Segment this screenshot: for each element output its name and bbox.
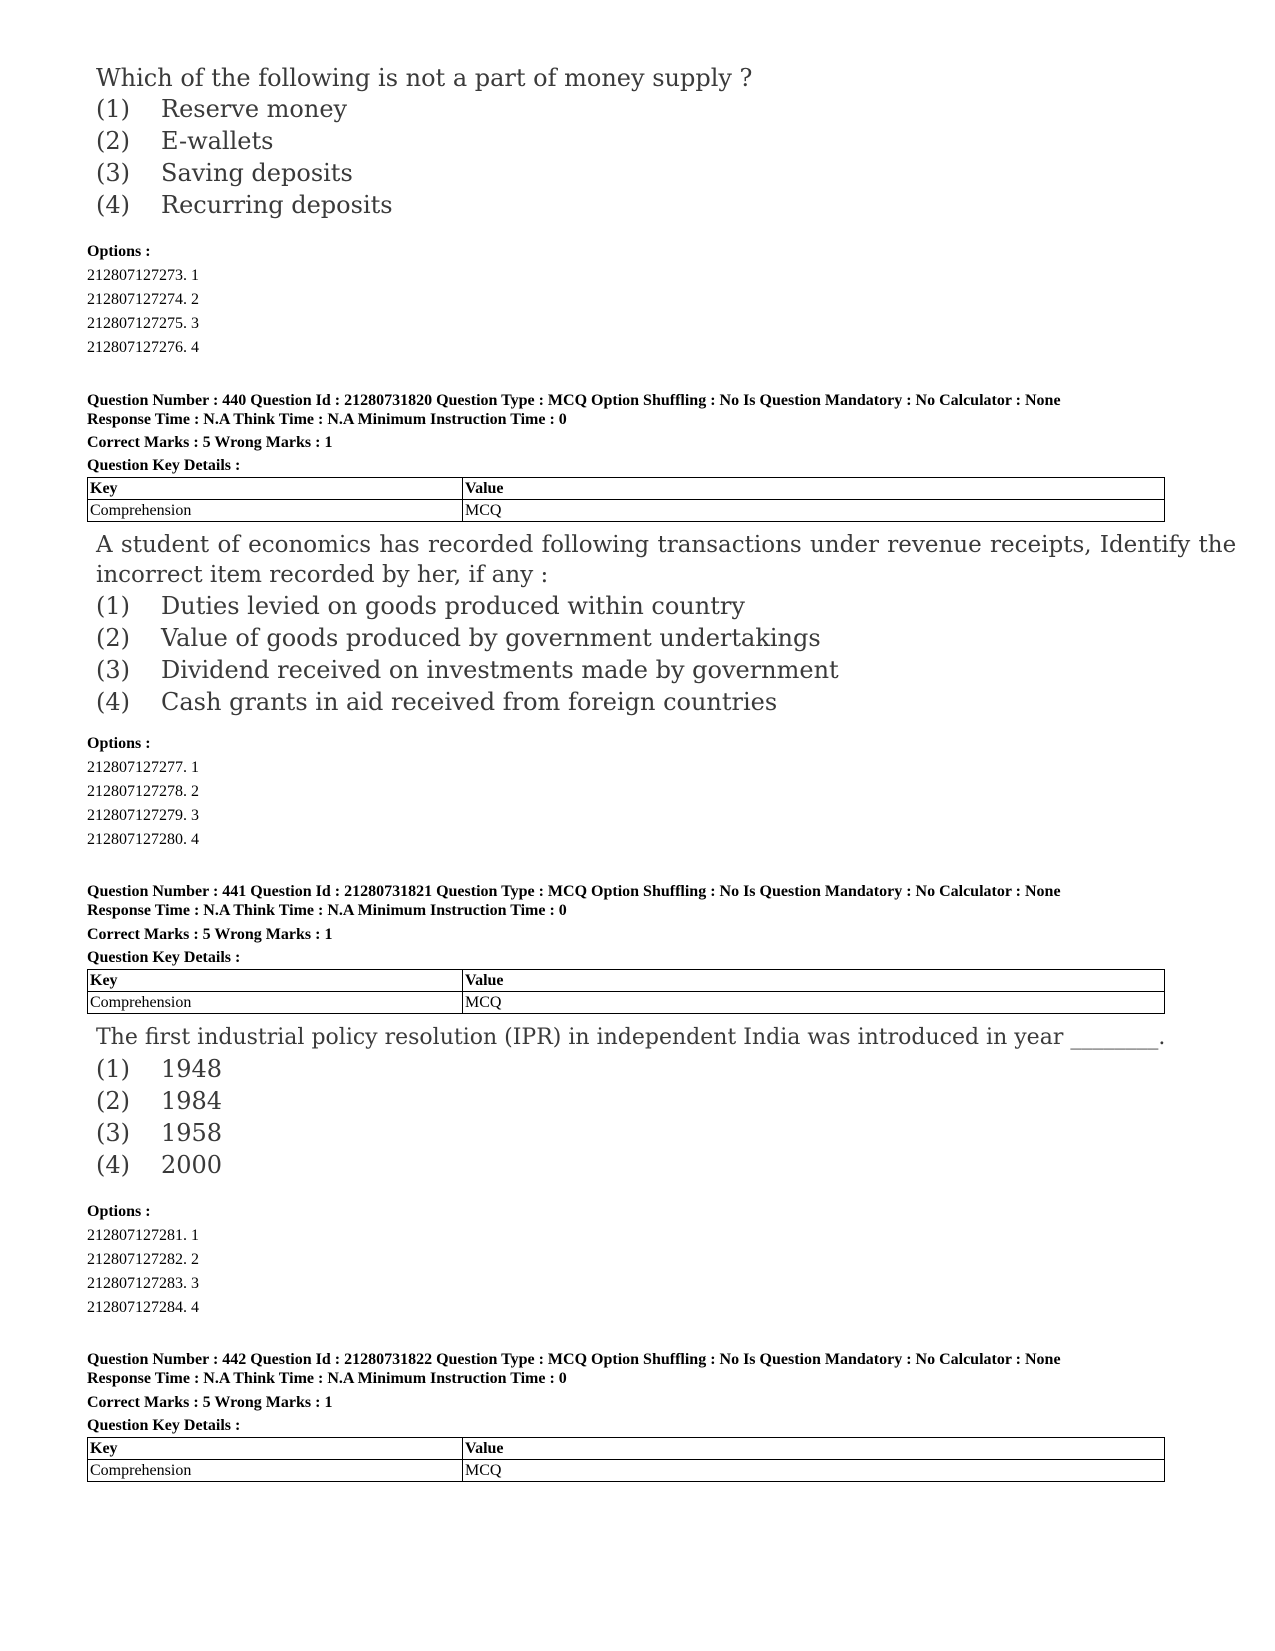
option-id: 212807127282. 2: [87, 1251, 199, 1268]
option-id: 212807127278. 2: [87, 783, 199, 800]
options-list: [87, 264, 199, 360]
table-cell-value: MCQ: [463, 992, 1165, 1014]
choice-item: (2) E-wallets: [96, 127, 274, 155]
table-header-key: Key: [88, 478, 463, 500]
option-id: 212807127274. 2: [87, 291, 199, 308]
key-details-label: Question Key Details :: [87, 949, 241, 966]
key-details-label: Question Key Details :: [87, 457, 241, 474]
table-cell-key: Comprehension: [88, 500, 463, 522]
option-id: 212807127281. 1: [87, 1227, 199, 1244]
marks-line: Correct Marks : 5 Wrong Marks : 1: [87, 1394, 333, 1411]
option-id: 212807127275. 3: [87, 315, 199, 332]
choice-item: (2) 1984: [96, 1087, 223, 1115]
key-details-table: [87, 477, 1165, 522]
table-cell-value: MCQ: [463, 1460, 1165, 1482]
options-label: Options :: [87, 1203, 151, 1220]
table-cell-value: MCQ: [463, 500, 1165, 522]
table-cell-key: Comprehension: [88, 1460, 463, 1482]
question-stem: The first industrial policy resolution (IPR) in independent India was introduced in year ________.: [96, 1025, 1166, 1050]
question-image-441: [96, 1023, 1186, 1181]
marks-line: Correct Marks : 5 Wrong Marks : 1: [87, 926, 333, 943]
choice-item: (3) 1958: [96, 1119, 223, 1147]
choice-item: (1) Reserve money: [96, 95, 348, 123]
choice-item: (3) Saving deposits: [96, 159, 353, 187]
choice-item: (2) Value of goods produced by government undertakings: [96, 624, 821, 652]
question-stem-line: incorrect item recorded by her, if any :: [96, 562, 549, 588]
table-header-key: Key: [88, 970, 463, 992]
option-id: 212807127276. 4: [87, 339, 199, 356]
question-header: [87, 1350, 1061, 1388]
question-stem-line: A student of economics has recorded following transactions under revenue receipts, Identify the: [96, 532, 1237, 558]
question-meta-line: Question Number : 441 Question Id : 21280731821 Question Type : MCQ Option Shuffling : No Is Question Mandatory : No Calculator : None: [87, 883, 1061, 900]
question-image-439: [96, 63, 1196, 221]
option-id: 212807127279. 3: [87, 807, 199, 824]
option-id: 212807127280. 4: [87, 831, 199, 848]
key-details-table: [87, 969, 1165, 1014]
choice-item: (1) 1948: [96, 1055, 223, 1083]
option-id: 212807127283. 3: [87, 1275, 199, 1292]
option-id: 212807127284. 4: [87, 1299, 199, 1316]
options-label: Options :: [87, 243, 151, 260]
table-header-value: Value: [463, 478, 1165, 500]
question-meta-line: Question Number : 442 Question Id : 21280731822 Question Type : MCQ Option Shuffling : No Is Question Mandatory : No Calculator : None: [87, 1351, 1061, 1368]
choice-item: (3) Dividend received on investments made by government: [96, 656, 839, 684]
key-details-label: Question Key Details :: [87, 1417, 241, 1434]
question-header: [87, 882, 1061, 920]
options-list: [87, 756, 199, 852]
options-list: [87, 1224, 199, 1320]
key-details-table: [87, 1437, 1165, 1482]
option-id: 212807127273. 1: [87, 267, 199, 284]
options-label: Options :: [87, 735, 151, 752]
table-header-value: Value: [463, 970, 1165, 992]
question-image-440: [96, 530, 1237, 718]
table-cell-key: Comprehension: [88, 992, 463, 1014]
question-meta-line: Response Time : N.A Think Time : N.A Minimum Instruction Time : 0: [87, 902, 567, 919]
table-header-key: Key: [88, 1438, 463, 1460]
marks-line: Correct Marks : 5 Wrong Marks : 1: [87, 434, 333, 451]
table-header-value: Value: [463, 1438, 1165, 1460]
question-meta-line: Response Time : N.A Think Time : N.A Minimum Instruction Time : 0: [87, 411, 567, 428]
question-stem: Which of the following is not a part of money supply ?: [96, 64, 753, 92]
question-meta-line: Response Time : N.A Think Time : N.A Minimum Instruction Time : 0: [87, 1370, 567, 1387]
question-header: [87, 391, 1061, 429]
choice-item: (4) Recurring deposits: [96, 191, 393, 219]
question-meta-line: Question Number : 440 Question Id : 21280731820 Question Type : MCQ Option Shuffling : No Is Question Mandatory : No Calculator : None: [87, 392, 1061, 409]
choice-item: (4) Cash grants in aid received from foreign countries: [96, 688, 778, 716]
choice-item: (4) 2000: [96, 1151, 223, 1179]
option-id: 212807127277. 1: [87, 759, 199, 776]
choice-item: (1) Duties levied on goods produced within country: [96, 592, 745, 620]
